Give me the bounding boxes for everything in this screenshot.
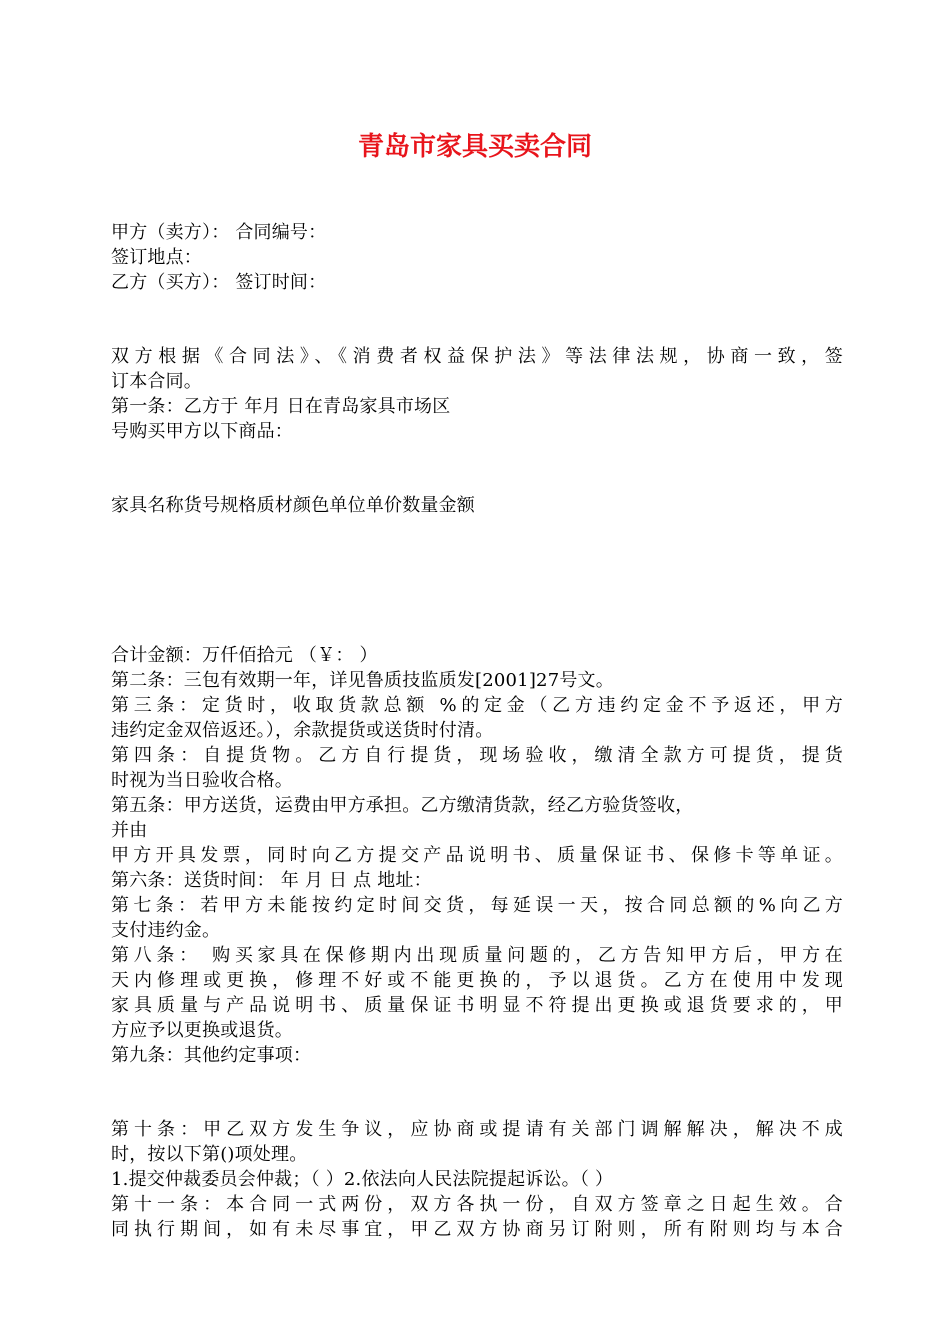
article-11-line: 同执行期间，如有未尽事宜，甲乙双方协商另订附则，所有附则均与本合 [111,1219,843,1240]
article-4-line: 第四条：自提货物。乙方自行提货，现场验收，缴清全款方可提货，提货 [111,745,843,766]
total-amount-line: 合计金额：万仟佰拾元 （￥： ） [111,645,378,666]
preamble-line: 订本合同。 [111,371,202,392]
article-8-line: 第八条： 购买家具在保修期内出现质量问题的，乙方告知甲方后，甲方在 [111,945,843,966]
party-a-line: 甲方（卖方）： 合同编号： [111,222,327,243]
article-1-line: 号购买甲方以下商品： [111,421,293,442]
party-b-line: 乙方（买方）： 签订时间： [111,272,327,293]
signing-place-line: 签订地点： [111,247,202,268]
article-1-line: 第一条：乙方于 年月 日在青岛家具市场区 [111,396,451,417]
article-3-line: 违约定金双倍返还。），余款提货或送货时付清。 [111,720,494,741]
article-4-line: 时视为当日验收合格。 [111,770,293,791]
article-2-line: 第二条：三包有效期一年，详见鲁质技监质发[2001]27号文。 [111,670,614,691]
article-11-line: 第十一条：本合同一式两份，双方各执一份，自双方签章之日起生效。合 [111,1194,843,1215]
article-7-line: 第七条：若甲方未能按约定时间交货，每延误一天，按合同总额的%向乙方 [111,895,843,916]
article-3-line: 第三条：定货时，收取货款总额 %的定金（乙方违约定金不予返还，甲方 [111,695,843,716]
article-10-line: 时，按以下第()项处理。 [111,1144,308,1165]
article-5-line: 甲方开具发票，同时向乙方提交产品说明书、质量保证书、保修卡等单证。 [111,845,843,866]
document-title: 青岛市家具买卖合同 [357,132,592,162]
article-5-line: 第五条：甲方送货，运费由甲方承担。乙方缴清货款，经乙方验货签收， [111,795,694,816]
goods-table-header: 家具名称货号规格质材颜色单位单价数量金额 [111,495,475,516]
article-8-line: 家具质量与产品说明书、质量保证书明显不符提出更换或退货要求的，甲 [111,995,843,1016]
article-8-line: 天内修理或更换，修理不好或不能更换的，予以退货。乙方在使用中发现 [111,970,843,991]
article-6-line: 第六条：送货时间： 年 月 日 点 地址： [111,870,432,891]
article-9-line: 第九条：其他约定事项： [111,1045,312,1066]
article-5-line: 并由 [111,820,148,841]
dispute-options-line: 1.提交仲裁委员会仲裁；（ ）2.依法向人民法院提起诉讼。（ ） [111,1169,614,1190]
preamble-line: 双方根据《合同法》、《消费者权益保护法》等法律法规，协商一致，签 [111,346,843,367]
article-7-line: 支付违约金。 [111,920,221,941]
article-8-line: 方应予以更换或退货。 [111,1020,293,1041]
article-10-line: 第十条：甲乙双方发生争议，应协商或提请有关部门调解解决，解决不成 [111,1119,843,1140]
